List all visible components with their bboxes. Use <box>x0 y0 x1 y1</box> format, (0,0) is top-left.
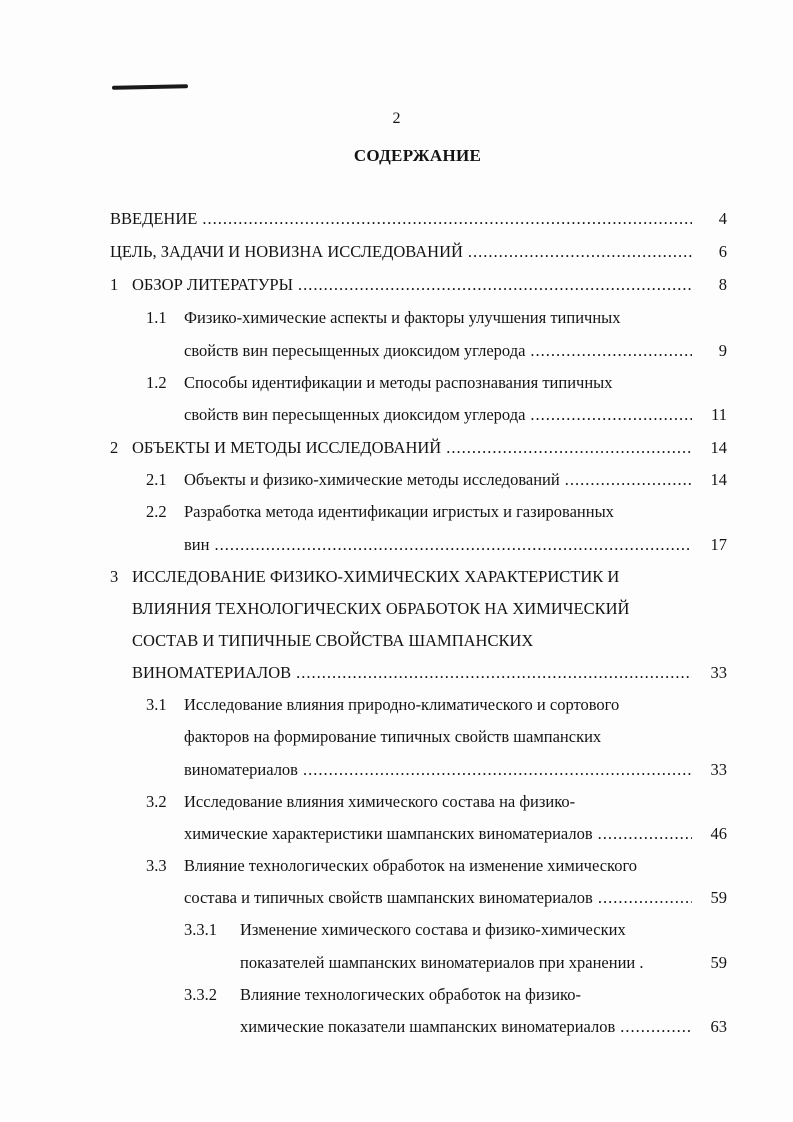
toc-entry-text: ЦЕЛЬ, ЗАДАЧИ И НОВИЗНА ИССЛЕДОВАНИЙ <box>110 242 463 261</box>
toc-entry-ch2[interactable] <box>0 436 793 460</box>
toc-page-number: 14 <box>710 470 727 489</box>
toc-entry-number: 1 <box>110 275 119 294</box>
toc-entry-text: Исследование влияния химического состава на физико- <box>184 792 576 811</box>
toc-entry-number: 1.2 <box>146 373 167 392</box>
dot-leader <box>598 822 692 846</box>
toc-entry-number: 3.3 <box>146 856 167 875</box>
toc-entry-ch3-cont[interactable] <box>0 629 793 653</box>
toc-entry-text: ОБЪЕКТЫ И МЕТОДЫ ИССЛЕДОВАНИЙ <box>132 438 442 457</box>
dot-leader <box>298 273 692 297</box>
toc-page-number: 59 <box>710 888 727 907</box>
toc-entry-text: свойств вин пересыщенных диоксидом углерода <box>184 341 526 360</box>
toc-entry-number: 3.3.2 <box>184 985 217 1004</box>
dot-leader <box>565 468 692 492</box>
toc-entry-text: СОСТАВ И ТИПИЧНЫЕ СВОЙСТВА ШАМПАНСКИХ <box>132 631 534 650</box>
dot-leader <box>296 661 692 685</box>
toc-entry-number: 3.1 <box>146 695 167 714</box>
toc-entry-text: Исследование влияния природно-климатического и сортового <box>184 695 620 714</box>
dot-leader <box>214 533 692 557</box>
toc-entry-s3-3-1[interactable] <box>0 918 793 942</box>
toc-entry-text: ИССЛЕДОВАНИЕ ФИЗИКО-ХИМИЧЕСКИХ ХАРАКТЕРИСТИК И <box>132 567 620 586</box>
toc-entry-text: свойств вин пересыщенных диоксидом углерода <box>184 405 526 424</box>
toc-entry-s3-1[interactable] <box>0 693 793 717</box>
toc-entry-s3-1-cont[interactable] <box>0 758 793 782</box>
toc-entry-number: 2 <box>110 438 119 457</box>
toc-entry-text: виноматериалов <box>184 760 298 779</box>
toc-entry-text: ОБЗОР ЛИТЕРАТУРЫ <box>132 275 293 294</box>
dot-leader <box>303 758 692 782</box>
toc-entry-number: 3.2 <box>146 792 167 811</box>
toc-page-number: 6 <box>718 242 727 261</box>
toc-entry-s3-3-2-cont[interactable] <box>0 1015 793 1039</box>
toc-page-number: 46 <box>710 824 727 843</box>
toc-entry-number: 3 <box>110 567 119 586</box>
toc-entry-s3-1-cont[interactable] <box>0 725 793 749</box>
toc-entry-s1-2-cont[interactable] <box>0 403 793 427</box>
toc-entry-text: Изменение химического состава и физико-химических <box>240 920 626 939</box>
toc-entry-text: Объекты и физико-химические методы исследований <box>184 470 560 489</box>
toc-entry-text: Физико-химические аспекты и факторы улучшения типичных <box>184 308 621 327</box>
page-number: 2 <box>392 110 401 127</box>
toc-entry-s3-3-cont[interactable] <box>0 886 793 910</box>
scan-mark <box>112 84 188 90</box>
toc-entry-ch3[interactable] <box>0 565 793 589</box>
toc-entry-s2-1[interactable] <box>0 468 793 492</box>
toc-entry-intro[interactable] <box>0 207 793 231</box>
toc-entry-s1-1[interactable] <box>0 306 793 330</box>
dot-leader <box>530 339 692 363</box>
toc-entry-text: факторов на формирование типичных свойств шампанских <box>184 727 602 746</box>
dot-leader <box>446 436 692 460</box>
toc-page-number: 17 <box>710 535 727 554</box>
toc-page-number: 11 <box>711 405 727 424</box>
toc-page-number: 33 <box>710 760 727 779</box>
toc-entry-text: показателей шампанских виноматериалов при хранении . <box>240 953 644 972</box>
toc-entry-s1-2[interactable] <box>0 371 793 395</box>
toc-entry-text: химические показатели шампанских виноматериалов <box>240 1017 616 1036</box>
toc-title: СОДЕРЖАНИЕ <box>353 146 482 165</box>
toc-entry-s3-2[interactable] <box>0 790 793 814</box>
toc-entry-s3-3-1-cont[interactable] <box>0 951 793 975</box>
toc-entry-s3-3-2[interactable] <box>0 983 793 1007</box>
dot-leader <box>202 207 692 231</box>
toc-entry-number: 2.1 <box>146 470 167 489</box>
toc-page-number: 8 <box>718 275 727 294</box>
toc-entry-number: 2.2 <box>146 502 167 521</box>
dot-leader <box>468 240 692 264</box>
toc-entry-ch3-cont[interactable] <box>0 597 793 621</box>
toc-page-number: 14 <box>710 438 727 457</box>
toc-entry-text: состава и типичных свойств шампанских виноматериалов <box>184 888 593 907</box>
dot-leader <box>620 1015 692 1039</box>
toc-entry-text: ВИНОМАТЕРИАЛОВ <box>132 663 292 682</box>
toc-entry-text: Разработка метода идентификации игристых и газированных <box>184 502 614 521</box>
toc-entry-text: химические характеристики шампанских виноматериалов <box>184 824 593 843</box>
toc-page-number: 4 <box>718 209 727 228</box>
toc-page-number: 63 <box>710 1017 727 1036</box>
toc-page-number: 9 <box>718 341 727 360</box>
toc-entry-text: ВЛИЯНИЯ ТЕХНОЛОГИЧЕСКИХ ОБРАБОТОК НА ХИМИЧЕСКИЙ <box>132 599 630 618</box>
toc-entry-ch1[interactable] <box>0 273 793 297</box>
dot-leader <box>598 886 692 910</box>
toc-entry-text: Влияние технологических обработок на изменение химического <box>184 856 638 875</box>
toc-entry-s3-3[interactable] <box>0 854 793 878</box>
toc-page-number: 33 <box>710 663 727 682</box>
toc-entry-text: Способы идентификации и методы распознавания типичных <box>184 373 613 392</box>
toc-entry-text: ВВЕДЕНИЕ <box>110 209 198 228</box>
toc-entry-text: вин <box>184 535 210 554</box>
toc-entry-text: Влияние технологических обработок на физико- <box>240 985 581 1004</box>
toc-entry-s3-2-cont[interactable] <box>0 822 793 846</box>
toc-entry-s1-1-cont[interactable] <box>0 339 793 363</box>
dot-leader <box>530 403 692 427</box>
toc-page-number: 59 <box>710 953 727 972</box>
toc-entry-number: 3.3.1 <box>184 920 217 939</box>
toc-entry-goal[interactable] <box>0 240 793 264</box>
toc-entry-ch3-cont[interactable] <box>0 661 793 685</box>
toc-entry-s2-2-cont[interactable] <box>0 533 793 557</box>
toc-entry-s2-2[interactable] <box>0 500 793 524</box>
toc-entry-number: 1.1 <box>146 308 167 327</box>
